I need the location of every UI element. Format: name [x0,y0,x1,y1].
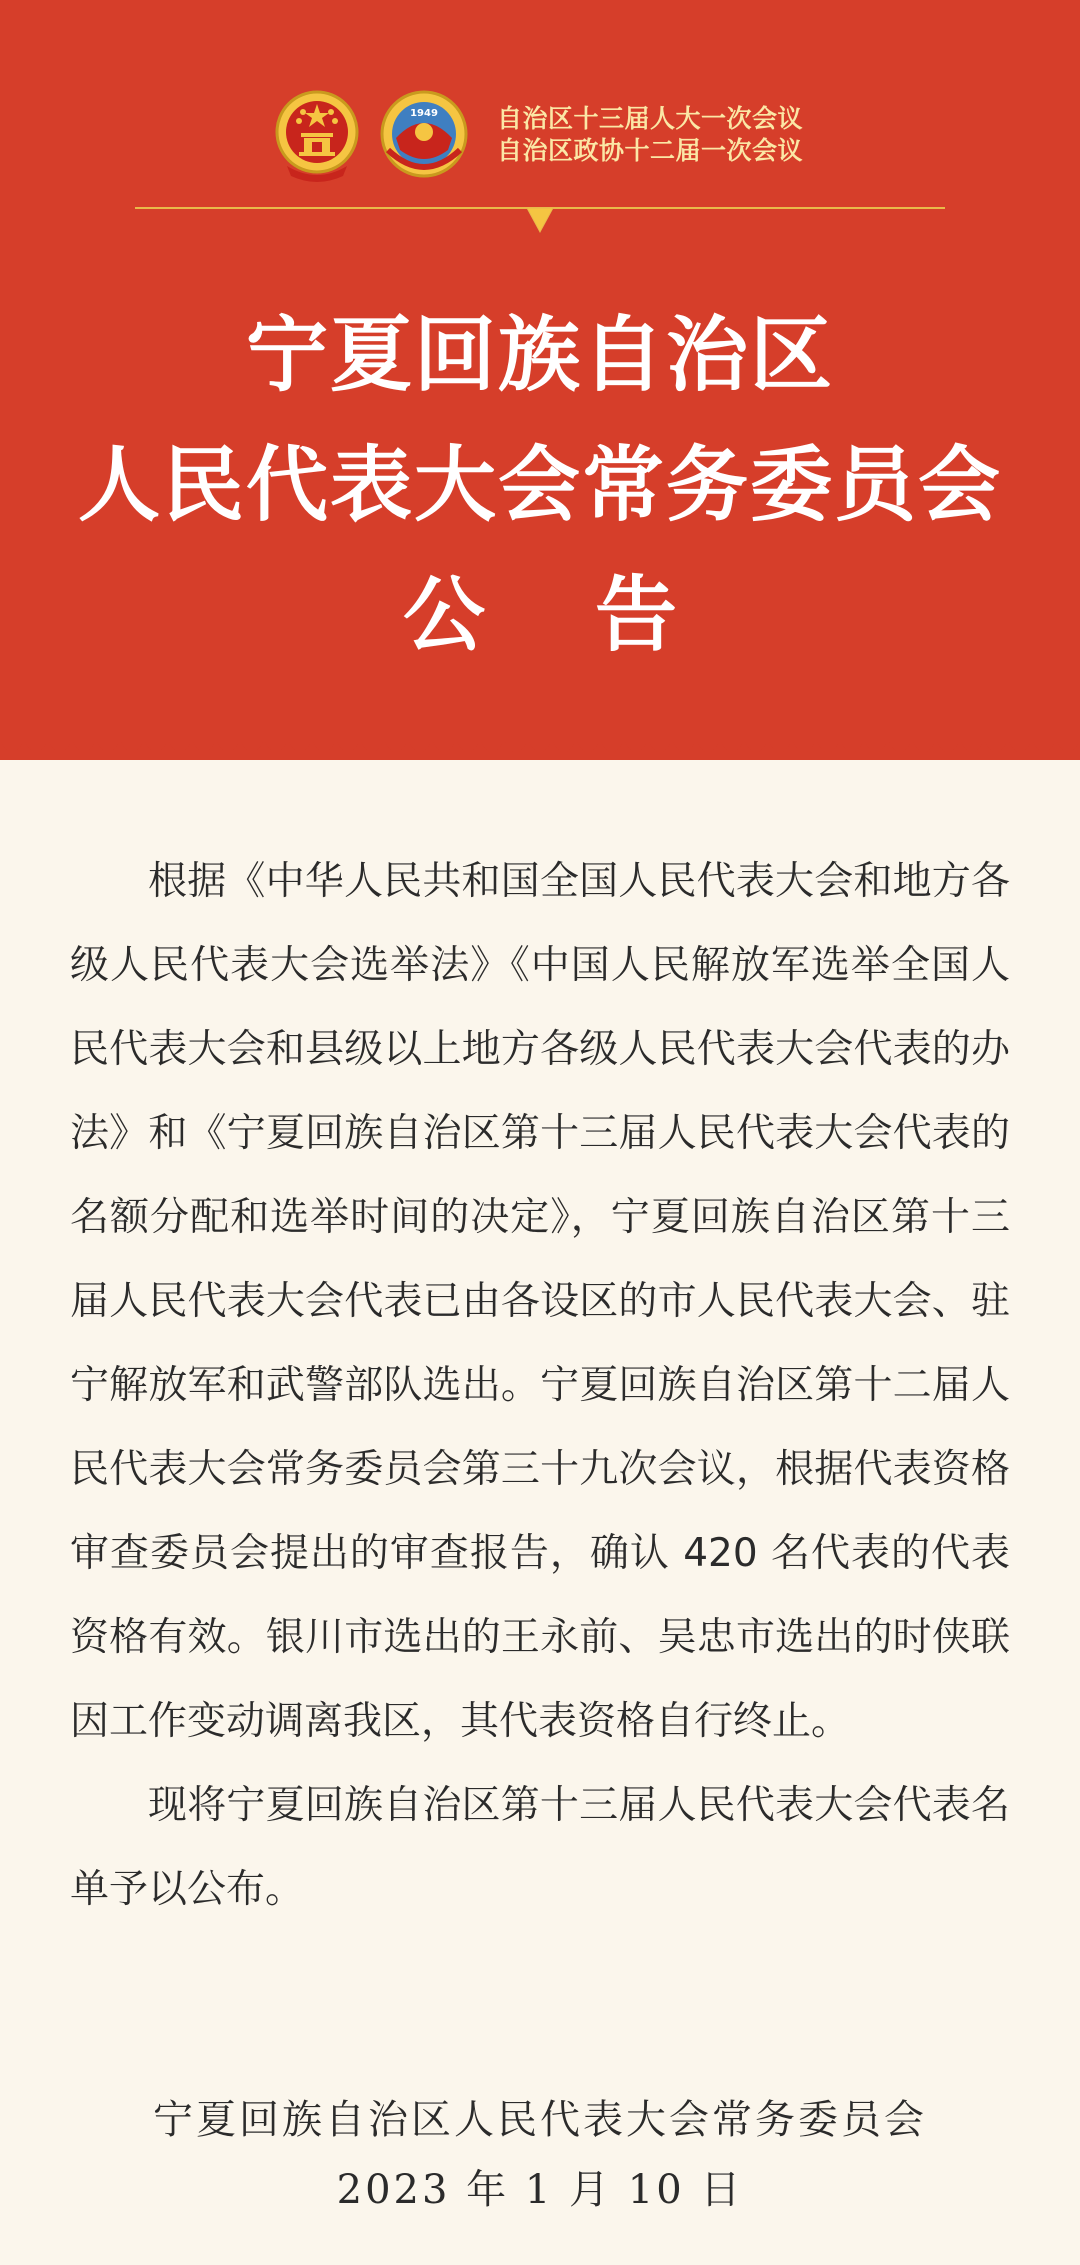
meeting-line-cppcc: 自治区政协十二届一次会议 [497,136,804,165]
scallop-edge [0,735,1080,765]
meeting-names [497,103,803,167]
meeting-line-npc: 自治区十三届人大一次会议 [497,104,804,133]
announcement-body [70,840,1010,1932]
title-line-1: 宁夏回族自治区 [245,308,834,403]
signature-org: 宁夏回族自治区人民代表大会常务委员会 [153,2097,927,2143]
body-paragraph-1: 根据《中华人民共和国全国人民代表大会和地方各级人民代表大会选举法》《中国人民解放军选举全国人民代表大会和县级以上地方各级人民代表大会代表的办法》和《宁夏回族自治区第十三届人民代表大会代表的名额分配和选举时间的决定》，宁夏回族自治区第十三届人民代表大会代表已由各设区的市人民代表大会、驻宁解放军和武警部队选出。宁夏回族自治区第十二届人民代表大会常务委员会第三十九次会议，根据代表资格审查委员会提出的审查报告，确认 420 名代表的代表资格有效。银川市选出的王永前、吴忠市选出的时侠联因工作变动调离我区，其代表资格自行终止。 [70,859,1010,1744]
cppcc-year-label: 1949 [410,108,438,119]
national-emblem-icon [273,88,361,184]
header-divider [135,200,945,240]
body-paragraph-2: 现将宁夏回族自治区第十三届人民代表大会代表名单予以公布。 [70,1783,1010,1912]
title-line-2: 人民代表大会常务委员会 [77,438,1002,533]
signature-date: 2023 年 1 月 10 日 [336,2167,744,2213]
title-line-3: 公告 [402,568,787,663]
cppcc-emblem-icon [378,88,470,184]
